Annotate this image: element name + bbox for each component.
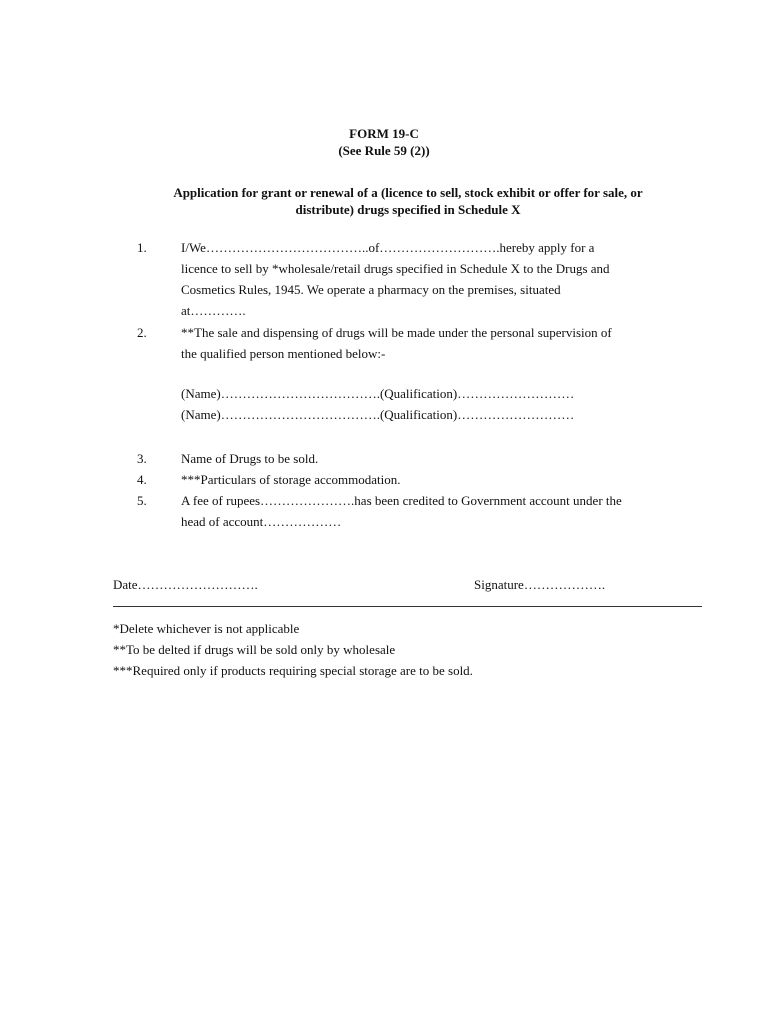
item-text-applicant: I/We………………………………..of……………………….hereby apply for a licence to sell by *wholesale/retail drugs specified in Schedule X to the Drugs and Cosmetics Rules, 1945. We operate a pharmacy on the premises, situated at…………. bbox=[181, 240, 610, 318]
footnote: **To be delted if drugs will be sold only by wholesale bbox=[113, 642, 396, 657]
qualified-person-line: (Name)……………………………….(Qualification)……………………… bbox=[181, 386, 575, 401]
signature-field: Signature………………. bbox=[474, 577, 606, 592]
footnote: ***Required only if products requiring special storage are to be sold. bbox=[113, 663, 473, 678]
item-number: 2. bbox=[137, 325, 147, 340]
qualified-person-line: (Name)……………………………….(Qualification)……………………… bbox=[181, 407, 575, 422]
item-number: 5. bbox=[137, 493, 147, 508]
divider bbox=[113, 606, 702, 607]
form-heading-line-2: distribute) drugs specified in Schedule X bbox=[295, 202, 521, 217]
item-number: 3. bbox=[137, 451, 147, 466]
form-title: FORM 19-C bbox=[349, 126, 419, 141]
form-heading-line-1: Application for grant or renewal of a (licence to sell, stock exhibit or offer for sale, or bbox=[173, 185, 643, 200]
date-field: Date………………………. bbox=[113, 577, 258, 592]
item-text-storage: ***Particulars of storage accommodation. bbox=[181, 472, 401, 487]
item-text-drugs: Name of Drugs to be sold. bbox=[181, 451, 319, 466]
item-number: 1. bbox=[137, 240, 147, 255]
item-text-supervision: **The sale and dispensing of drugs will be made under the personal supervision of the qualified person mentioned below:- bbox=[181, 325, 612, 361]
footnote: *Delete whichever is not applicable bbox=[113, 621, 300, 636]
rule-reference: (See Rule 59 (2)) bbox=[338, 143, 430, 158]
item-text-fee: A fee of rupees………………….has been credited to Government account under the head of account……………… bbox=[181, 493, 622, 529]
item-number: 4. bbox=[137, 472, 147, 487]
form-heading bbox=[120, 184, 696, 218]
